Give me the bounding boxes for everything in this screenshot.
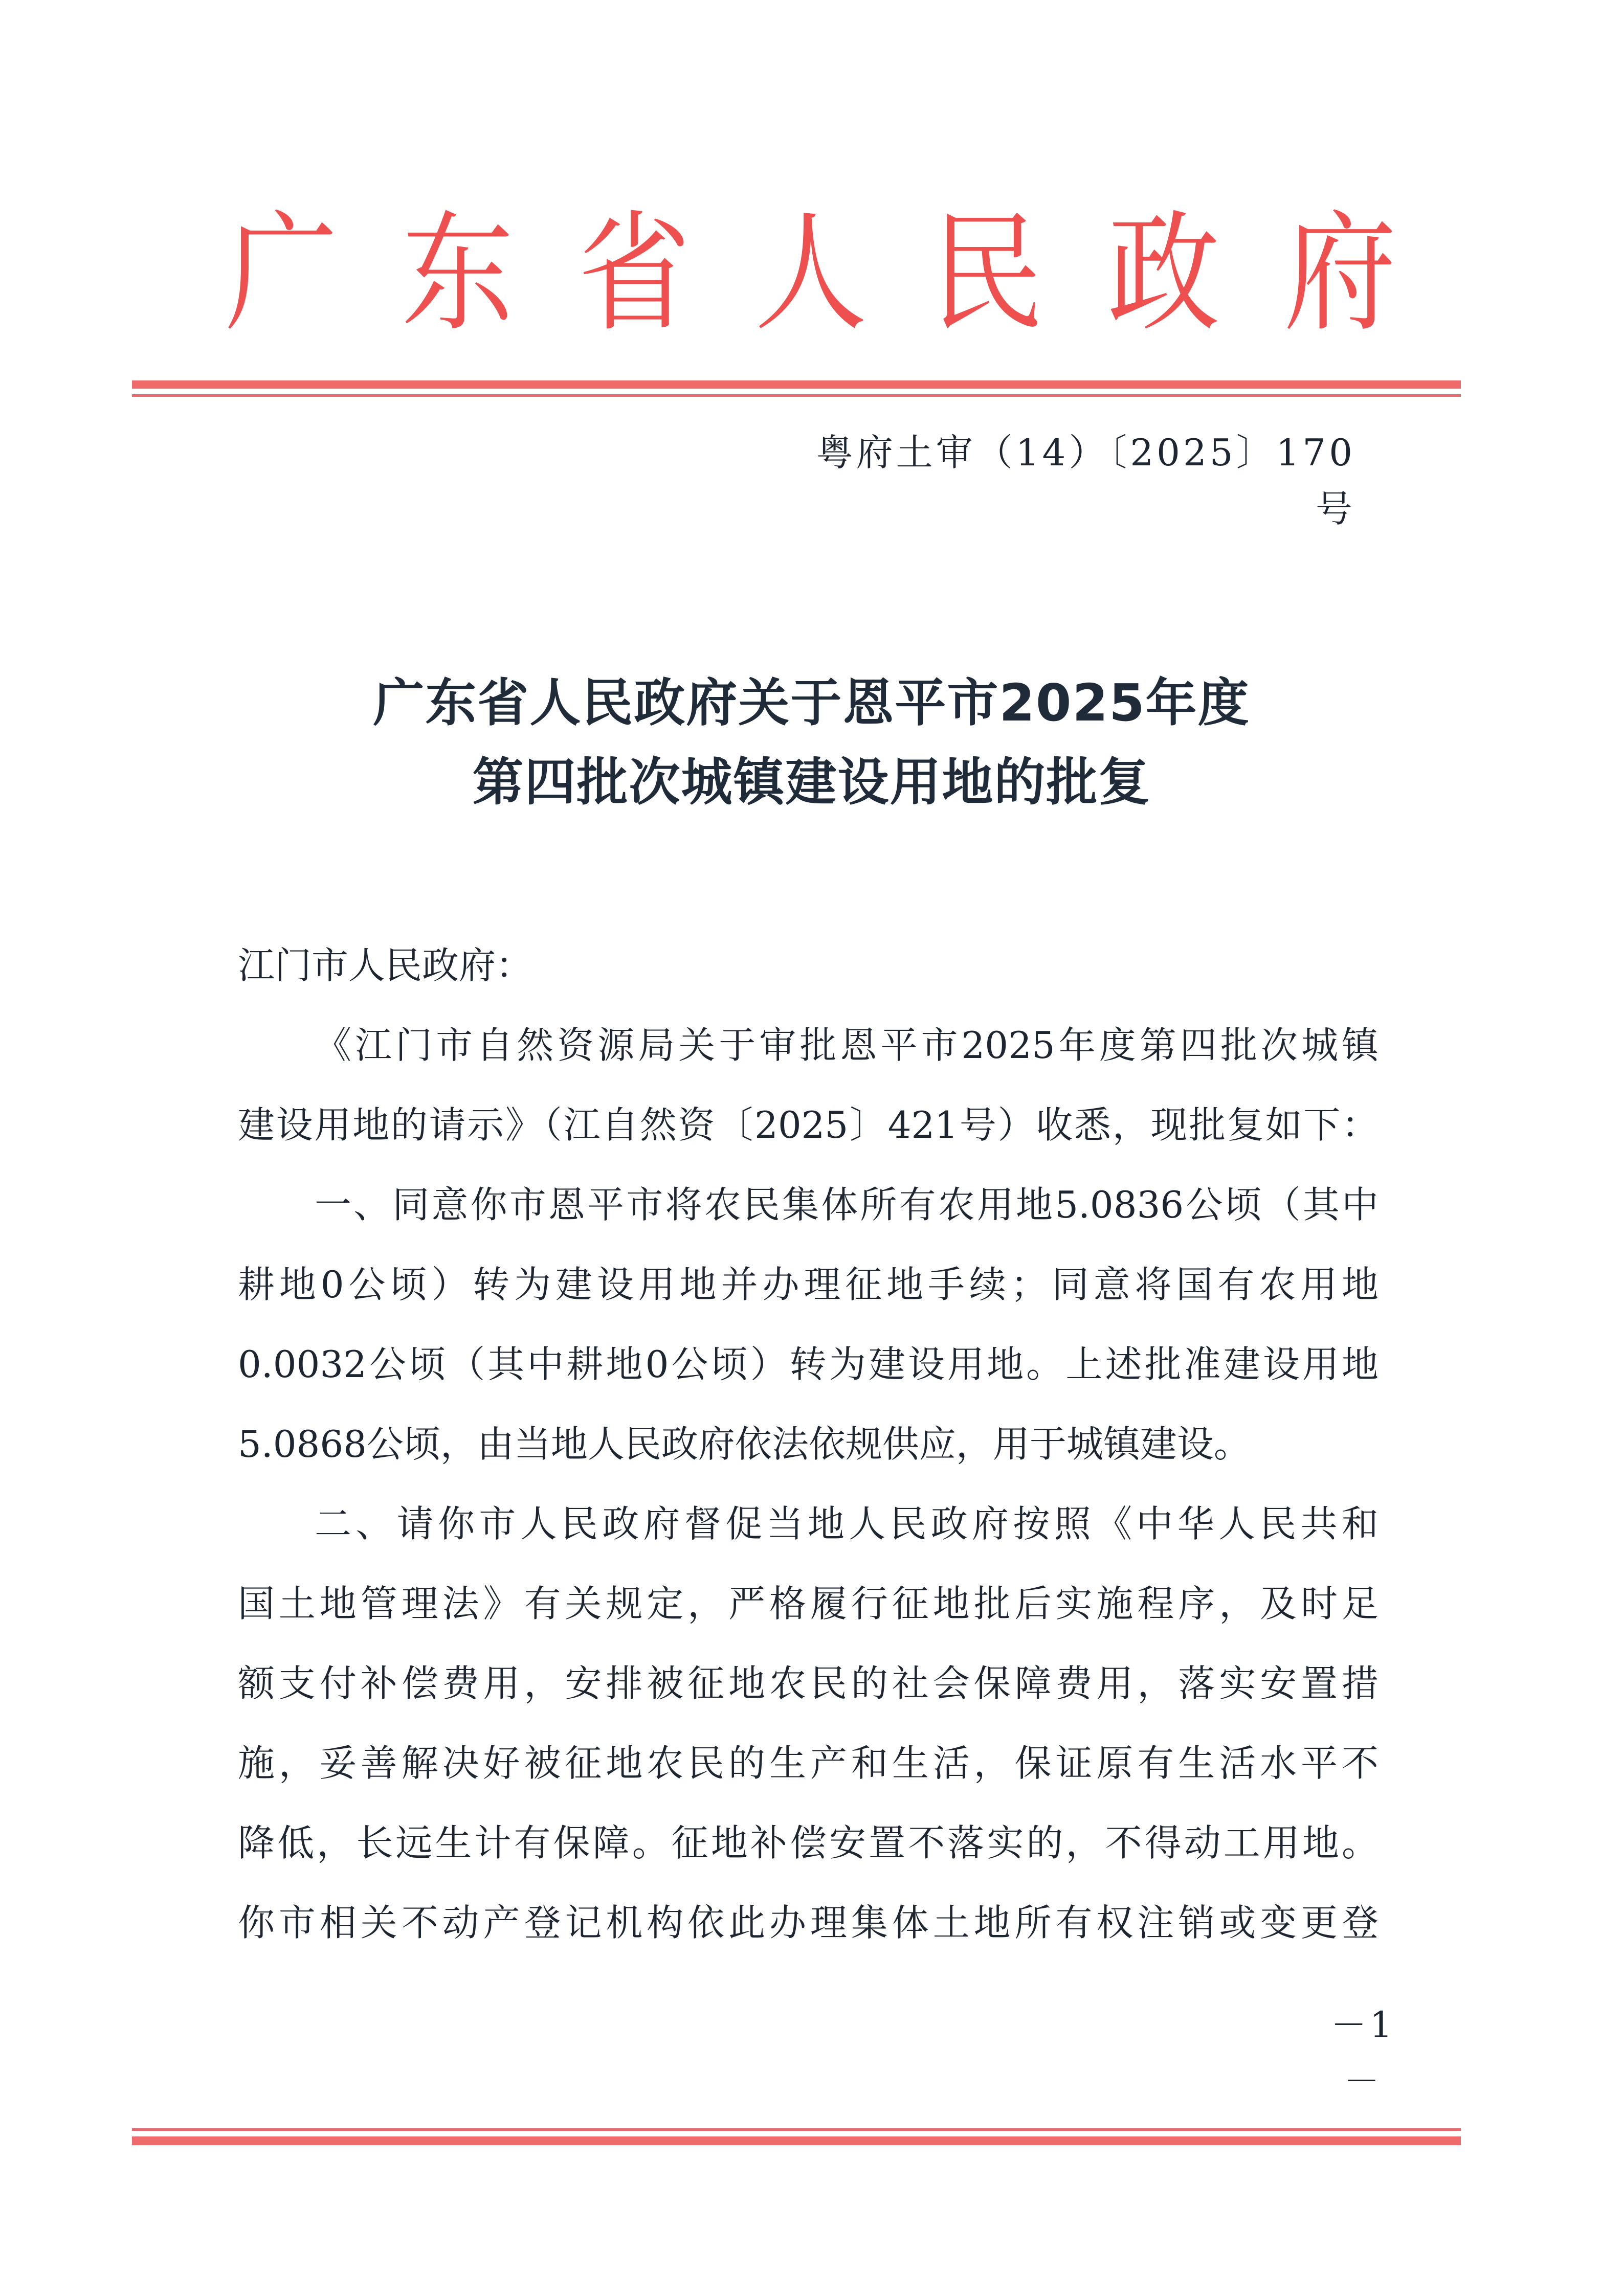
document-title-line-1: 广东省人民政府关于恩平市2025年度 [373, 673, 1250, 733]
body-line: 你市相关不动产登记机构依此办理集体土地所有权注销或变更登 [238, 1901, 1379, 1944]
body-line: 《江门市自然资源局关于审批恩平市2025年度第四批次城镇 [315, 1024, 1379, 1067]
masthead-issuer [225, 198, 1396, 349]
body-line: 0.0032公顷（其中耕地0公顷）转为建设用地。上述批准建设用地 [238, 1343, 1379, 1386]
document-body [238, 926, 1379, 1963]
body-line: 降低，长远生计有保障。征地补偿安置不落实的，不得动工用地。 [238, 1821, 1379, 1864]
body-line: 5.0868公顷，由当地人民政府依法依规供应，用于城镇建设。 [238, 1423, 1251, 1466]
red-rule-bottom-thick [132, 2136, 1461, 2145]
body-line: 耕地0公顷）转为建设用地并办理征地手续；同意将国有农用地 [238, 1263, 1379, 1306]
masthead-char: 东 [401, 198, 514, 349]
body-line: 施，妥善解决好被征地农民的生产和生活，保证原有生活水平不 [238, 1742, 1379, 1785]
red-rule-top-thick [132, 380, 1461, 389]
body-line: 一、同意你市恩平市将农民集体所有农用地5.0836公顷（其中 [315, 1183, 1379, 1226]
masthead-char: 人 [754, 198, 867, 349]
body-line: 建设用地的请示》（江自然资〔2025〕421号）收悉，现批复如下： [238, 1104, 1379, 1146]
document-number: 粤府土审（14）〔2025〕170 号 [816, 431, 1355, 530]
salutation: 江门市人民政府： [238, 944, 533, 987]
red-rule-bottom-thin [132, 2128, 1461, 2131]
page-number: －1－ [1330, 2004, 1396, 2102]
red-rule-top-thin [132, 394, 1461, 397]
masthead-char: 民 [930, 198, 1043, 349]
document-title-line-2: 第四批次城镇建设用地的批复 [472, 752, 1151, 812]
masthead-char: 政 [1107, 198, 1220, 349]
masthead-char: 广 [225, 198, 338, 349]
masthead-char: 府 [1283, 198, 1396, 349]
body-line: 二、请你市人民政府督促当地人民政府按照《中华人民共和 [315, 1502, 1379, 1545]
masthead-char: 省 [577, 198, 691, 349]
body-line: 国土地管理法》有关规定，严格履行征地批后实施程序，及时足 [238, 1582, 1379, 1625]
body-line: 额支付补偿费用，安排被征地农民的社会保障费用，落实安置措 [238, 1662, 1379, 1705]
